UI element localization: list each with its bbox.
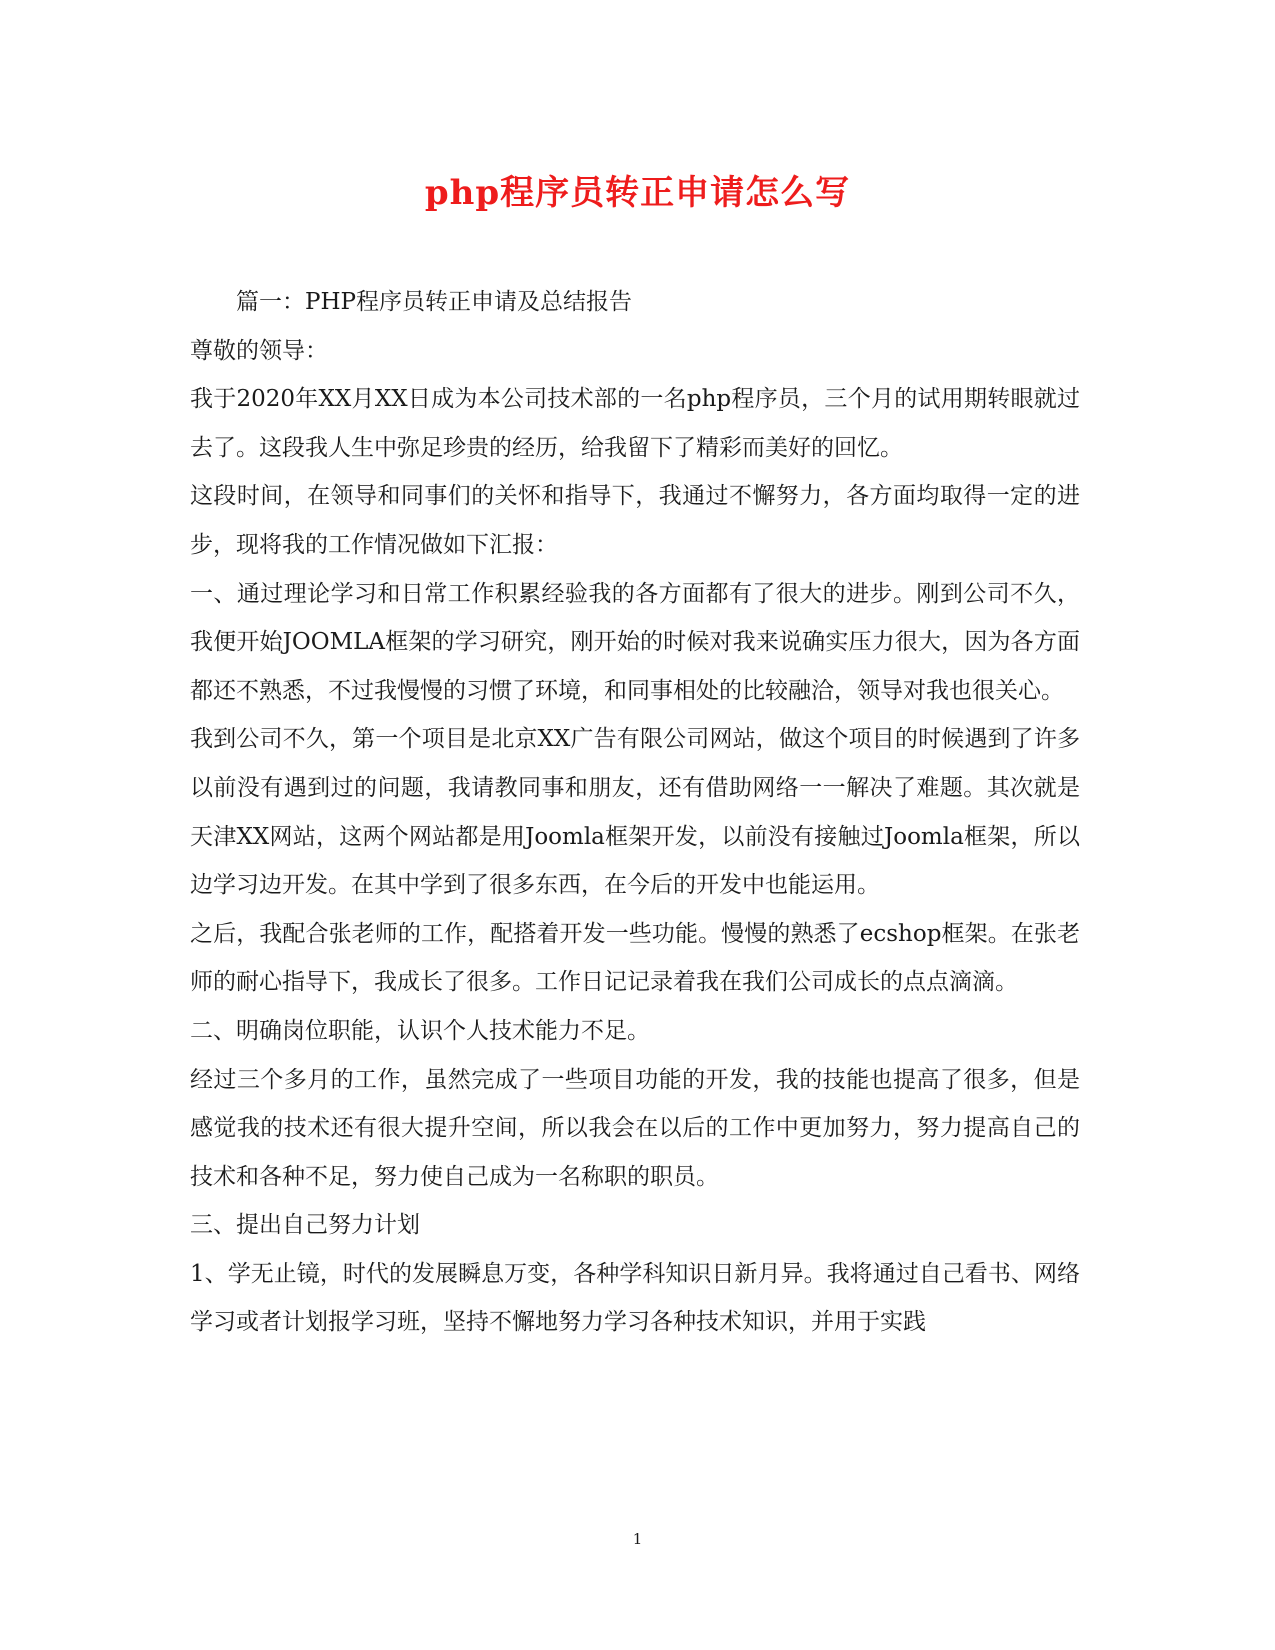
paragraph: 二、明确岗位职能，认识个人技术能力不足。: [190, 1017, 650, 1044]
paragraph: 1、学无止镜，时代的发展瞬息万变，各种学科知识日新月异。我将通过自己看书、网络学习或者计划报学习班，坚持不懈地努力学习各种技术知识，并用于实践: [190, 1260, 1080, 1336]
document-body: [190, 278, 1080, 1347]
paragraph: 我到公司不久，第一个项目是北京XX广告有限公司网站，做这个项目的时候遇到了许多以前没有遇到过的问题，我请教同事和朋友，还有借助网络一一解决了难题。其次就是天津XX网站，这两个网站都是用Joomla框架开发，以前没有接触过Joomla框架，所以边学习边开发。在其中学到了很多东西，在今后的开发中也能运用。: [190, 726, 1080, 899]
paragraph: 一、通过理论学习和日常工作积累经验我的各方面都有了很大的进步。刚到公司不久，我便开始JOOMLA框架的学习研究，刚开始的时候对我来说确实压力很大，因为各方面都还不熟悉，不过我慢慢的习惯了环境，和同事相处的比较融洽，领导对我也很关心。: [190, 580, 1080, 704]
paragraph: 三、提出自己努力计划: [190, 1212, 420, 1239]
page-number: 1: [632, 1530, 643, 1548]
paragraph: 经过三个多月的工作，虽然完成了一些项目功能的开发，我的技能也提高了很多，但是感觉我的技术还有很大提升空间，所以我会在以后的工作中更加努力，努力提高自己的技术和各种不足，努力使自己成为一名称职的职员。: [190, 1066, 1080, 1190]
paragraph: 我于2020年XX月XX日成为本公司技术部的一名php程序员，三个月的试用期转眼就过去了。这段我人生中弥足珍贵的经历，给我留下了精彩而美好的回忆。: [190, 386, 1080, 461]
section-heading: 篇一：PHP程序员转正申请及总结报告: [236, 289, 633, 315]
paragraph: 这段时间，在领导和同事们的关怀和指导下，我通过不懈努力，各方面均取得一定的进步，现将我的工作情况做如下汇报：: [190, 483, 1080, 558]
document-title: php程序员转正申请怎么写: [424, 173, 851, 213]
paragraph: 之后，我配合张老师的工作，配搭着开发一些功能。慢慢的熟悉了ecshop框架。在张老师的耐心指导下，我成长了很多。工作日记记录着我在我们公司成长的点点滴滴。: [190, 920, 1080, 996]
salutation: 尊敬的领导：: [190, 337, 328, 364]
